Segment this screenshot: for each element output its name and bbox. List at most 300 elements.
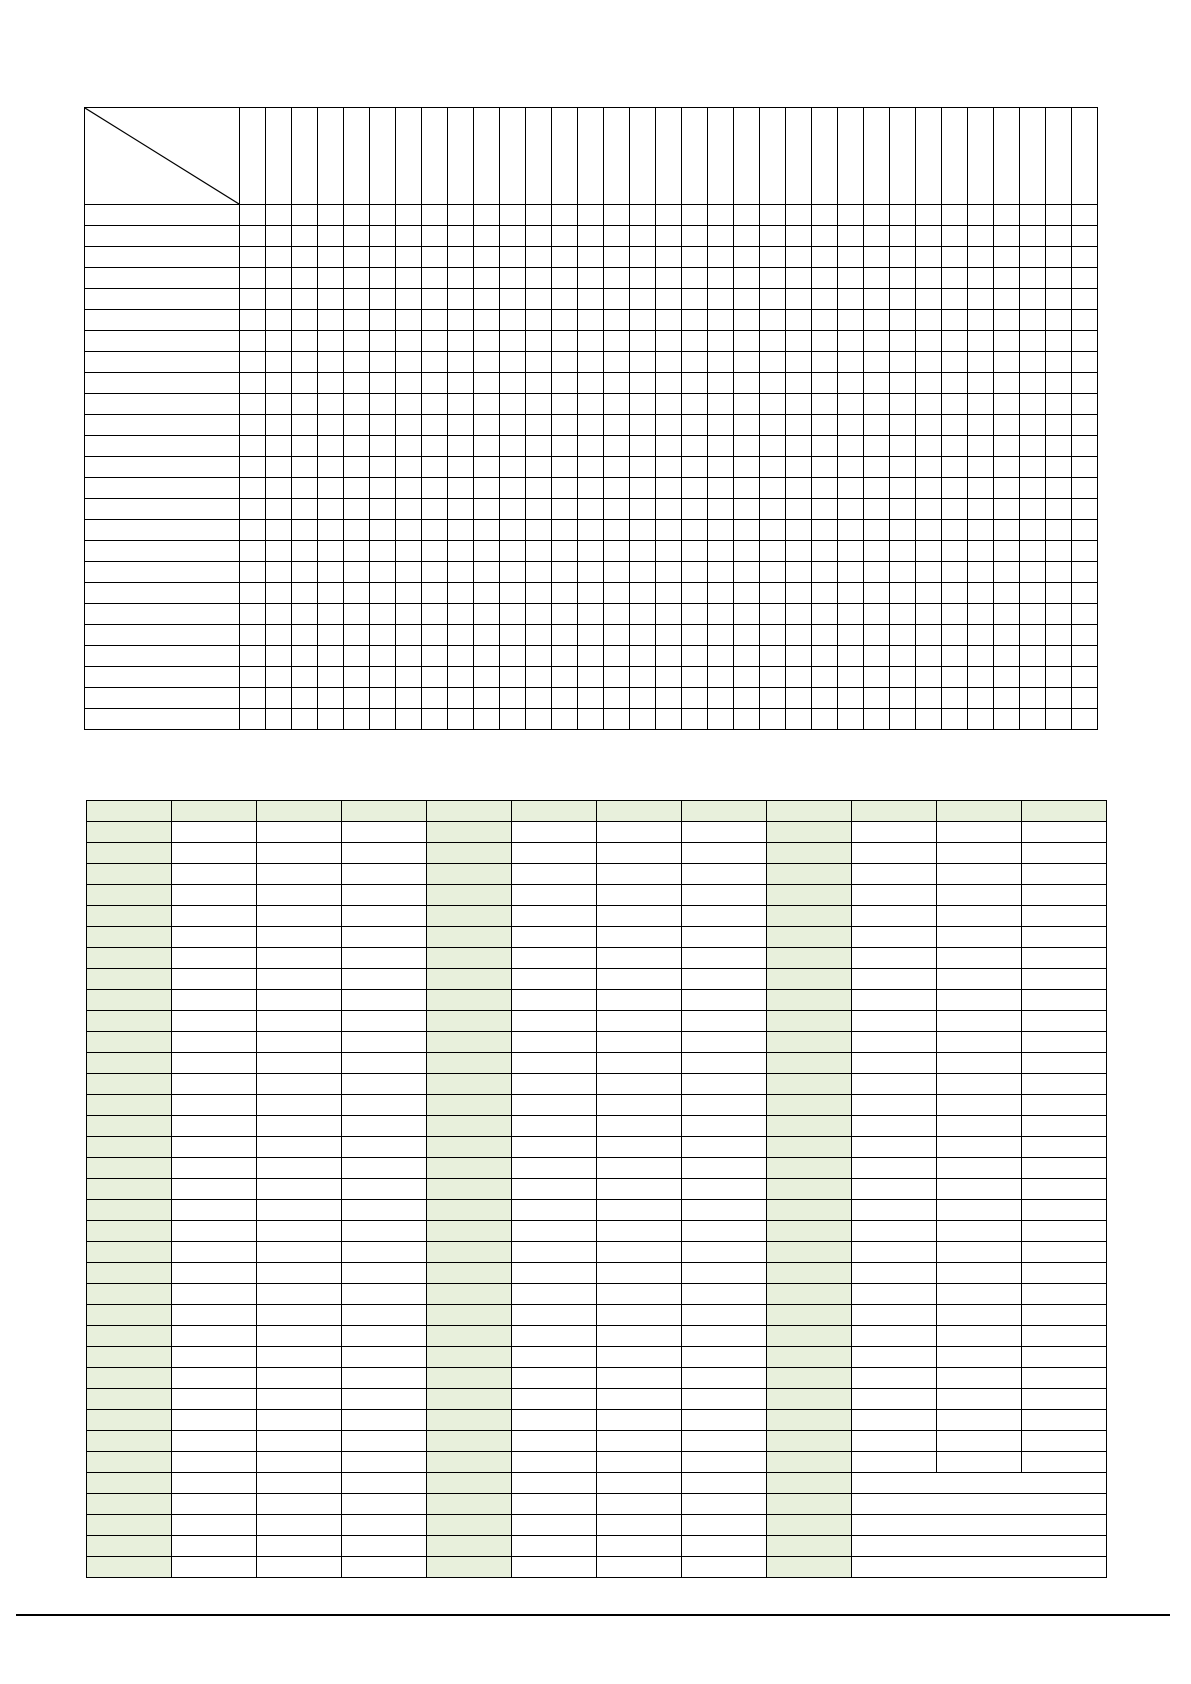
grid-cell (292, 289, 318, 310)
grid-cell (344, 373, 370, 394)
grid-cell (578, 625, 604, 646)
grid-cell (500, 436, 526, 457)
record-cell (1022, 1305, 1107, 1326)
grid-cell (552, 625, 578, 646)
grid-cell (396, 667, 422, 688)
grid-cell (292, 436, 318, 457)
grid-cell (630, 352, 656, 373)
grid-cell (812, 247, 838, 268)
grid-cell (552, 457, 578, 478)
grid-row (85, 562, 1098, 583)
grid-cell (968, 478, 994, 499)
record-cell (937, 1347, 1022, 1368)
record-cell (172, 1284, 257, 1305)
shaded-cell (767, 1368, 852, 1389)
grid-cell (552, 394, 578, 415)
grid-cell (396, 520, 422, 541)
grid-cell (318, 373, 344, 394)
grid-cell (838, 709, 864, 730)
grid-cell (1072, 520, 1098, 541)
grid-cell (708, 436, 734, 457)
grid-cell (1072, 226, 1098, 247)
record-cell (852, 1011, 937, 1032)
grid-cell (942, 394, 968, 415)
record-row (87, 1431, 1107, 1452)
record-row (87, 990, 1107, 1011)
record-cell (172, 1242, 257, 1263)
grid-cell (682, 205, 708, 226)
grid-cell (396, 436, 422, 457)
grid-cell (994, 415, 1020, 436)
grid-cell (344, 541, 370, 562)
grid-cell (500, 646, 526, 667)
grid-cell (786, 331, 812, 352)
grid-cell (422, 394, 448, 415)
grid-cell (890, 289, 916, 310)
record-cell (342, 1389, 427, 1410)
grid-cell (396, 268, 422, 289)
grid-cell (526, 499, 552, 520)
grid-cell (396, 583, 422, 604)
grid-cell (890, 520, 916, 541)
grid-cell (240, 541, 266, 562)
record-cell (597, 1536, 682, 1557)
grid-cell (422, 352, 448, 373)
grid-cell (890, 583, 916, 604)
grid-cell (656, 331, 682, 352)
grid-cell (838, 541, 864, 562)
record-row (87, 1494, 1107, 1515)
grid-cell (266, 415, 292, 436)
grid-cell (786, 478, 812, 499)
record-cell (682, 1494, 767, 1515)
grid-cell (370, 247, 396, 268)
grid-cell (812, 667, 838, 688)
grid-cell (734, 562, 760, 583)
grid-cell (422, 583, 448, 604)
grid-cell (318, 457, 344, 478)
grid-cell (396, 394, 422, 415)
grid-cell (240, 604, 266, 625)
record-cell (852, 948, 937, 969)
grid-cell (318, 310, 344, 331)
grid-cell (890, 688, 916, 709)
grid-cell (526, 226, 552, 247)
shaded-cell (87, 1179, 172, 1200)
record-cell (257, 1473, 342, 1494)
grid-cell (370, 289, 396, 310)
shaded-cell (767, 864, 852, 885)
grid-cell (838, 331, 864, 352)
grid-cell (448, 226, 474, 247)
grid-cell (760, 646, 786, 667)
record-cell (172, 1536, 257, 1557)
grid-cell (630, 625, 656, 646)
grid-cell (786, 688, 812, 709)
record-cell (852, 1200, 937, 1221)
record-row (87, 1221, 1107, 1242)
record-cell (172, 1053, 257, 1074)
grid-cell (734, 478, 760, 499)
grid-cell (240, 478, 266, 499)
grid-cell (604, 289, 630, 310)
grid-cell (734, 604, 760, 625)
grid-cell (630, 499, 656, 520)
grid-cell (266, 268, 292, 289)
grid-cell (344, 436, 370, 457)
record-cell (1022, 843, 1107, 864)
record-cell (682, 1263, 767, 1284)
grid-cell (266, 646, 292, 667)
grid-cell (474, 583, 500, 604)
grid-cell (786, 520, 812, 541)
record-cell (852, 1389, 937, 1410)
row-label-cell (85, 394, 240, 415)
grid-cell (604, 478, 630, 499)
grid-cell (864, 709, 890, 730)
grid-cell (422, 108, 448, 205)
grid-cell (1020, 415, 1046, 436)
record-cell (1022, 927, 1107, 948)
grid-cell (422, 268, 448, 289)
shaded-cell (767, 906, 852, 927)
grid-cell (864, 646, 890, 667)
grid-cell (864, 289, 890, 310)
record-cell (172, 1347, 257, 1368)
grid-cell (552, 247, 578, 268)
grid-cell (838, 247, 864, 268)
grid-cell (604, 373, 630, 394)
grid-cell (578, 394, 604, 415)
grid-cell (552, 499, 578, 520)
grid-cell (292, 625, 318, 646)
grid-cell (916, 394, 942, 415)
shaded-cell (427, 1326, 512, 1347)
grid-cell (500, 310, 526, 331)
grid-cell (1072, 289, 1098, 310)
grid-cell (682, 499, 708, 520)
grid-cell (968, 562, 994, 583)
record-cell (852, 1158, 937, 1179)
grid-cell (526, 394, 552, 415)
grid-cell (838, 373, 864, 394)
grid-cell (240, 436, 266, 457)
grid-cell (682, 709, 708, 730)
record-cell (172, 969, 257, 990)
record-cell (342, 1557, 427, 1578)
grid-cell (474, 226, 500, 247)
grid-cell (1046, 604, 1072, 625)
row-label-cell (85, 247, 240, 268)
record-cell (512, 990, 597, 1011)
grid-cell (760, 604, 786, 625)
record-cell (937, 801, 1022, 822)
record-cell (937, 1179, 1022, 1200)
grid-cell (448, 436, 474, 457)
grid-cell (344, 646, 370, 667)
shaded-cell (87, 1032, 172, 1053)
grid-cell (422, 478, 448, 499)
shaded-cell (767, 1473, 852, 1494)
grid-row (85, 625, 1098, 646)
grid-cell (786, 268, 812, 289)
record-cell (342, 906, 427, 927)
grid-cell (994, 226, 1020, 247)
grid-cell (500, 247, 526, 268)
record-cell (257, 801, 342, 822)
grid-cell (370, 205, 396, 226)
grid-cell (240, 457, 266, 478)
grid-cell (682, 373, 708, 394)
grid-cell (318, 478, 344, 499)
grid-cell (708, 268, 734, 289)
grid-cell (552, 373, 578, 394)
record-cell (512, 1137, 597, 1158)
grid-cell (656, 667, 682, 688)
record-cell (1022, 885, 1107, 906)
shaded-cell (87, 1158, 172, 1179)
row-label-cell (85, 646, 240, 667)
row-label-cell (85, 205, 240, 226)
grid-cell (708, 247, 734, 268)
grid-cell (396, 604, 422, 625)
grid-cell (708, 457, 734, 478)
grid-cell (266, 562, 292, 583)
record-cell (172, 1074, 257, 1095)
grid-cell (1020, 709, 1046, 730)
grid-cell (318, 331, 344, 352)
record-cell (172, 843, 257, 864)
grid-cell (578, 562, 604, 583)
grid-cell (448, 457, 474, 478)
row-label-cell (85, 352, 240, 373)
grid-cell (682, 226, 708, 247)
grid-cell (708, 604, 734, 625)
record-cell (597, 969, 682, 990)
record-cell (172, 1368, 257, 1389)
record-cell (257, 1284, 342, 1305)
shaded-cell (427, 1473, 512, 1494)
record-cell (512, 969, 597, 990)
grid-cell (708, 331, 734, 352)
grid-cell (838, 352, 864, 373)
grid-cell (890, 415, 916, 436)
grid-cell (864, 436, 890, 457)
grid-cell (370, 709, 396, 730)
shaded-cell (427, 1389, 512, 1410)
grid-cell (968, 108, 994, 205)
grid-cell (864, 541, 890, 562)
grid-cell (422, 226, 448, 247)
grid-cell (708, 583, 734, 604)
grid-cell (942, 331, 968, 352)
grid-cell (422, 562, 448, 583)
grid-cell (1072, 667, 1098, 688)
shaded-cell (427, 1452, 512, 1473)
grid-cell (552, 415, 578, 436)
grid-cell (864, 226, 890, 247)
grid-cell (1046, 667, 1072, 688)
record-cell (597, 1284, 682, 1305)
grid-cell (942, 226, 968, 247)
grid-cell (526, 604, 552, 625)
grid-cell (942, 709, 968, 730)
shaded-cell (767, 1431, 852, 1452)
grid-cell (864, 625, 890, 646)
shaded-cell (767, 1389, 852, 1410)
shaded-cell (427, 1431, 512, 1452)
grid-cell (604, 108, 630, 205)
record-cell (1022, 1389, 1107, 1410)
grid-cell (578, 499, 604, 520)
shaded-cell (767, 1095, 852, 1116)
grid-cell (526, 247, 552, 268)
grid-cell (578, 478, 604, 499)
record-cell (937, 1011, 1022, 1032)
grid-cell (760, 688, 786, 709)
shaded-cell (427, 1242, 512, 1263)
record-cell (682, 1284, 767, 1305)
shaded-cell (87, 1305, 172, 1326)
grid-cell (1072, 457, 1098, 478)
record-cell (852, 1326, 937, 1347)
grid-cell (760, 436, 786, 457)
grid-cell (370, 373, 396, 394)
grid-row (85, 541, 1098, 562)
grid-cell (708, 352, 734, 373)
grid-cell (708, 709, 734, 730)
grid-cell (448, 394, 474, 415)
grid-cell (578, 667, 604, 688)
grid-cell (942, 625, 968, 646)
grid-cell (292, 499, 318, 520)
grid-cell (760, 709, 786, 730)
grid-cell (318, 394, 344, 415)
grid-cell (474, 562, 500, 583)
record-cell (937, 1074, 1022, 1095)
grid-cell (344, 268, 370, 289)
grid-cell (292, 457, 318, 478)
grid-cell (266, 709, 292, 730)
grid-cell (552, 520, 578, 541)
grid-cell (968, 625, 994, 646)
grid-cell (500, 499, 526, 520)
record-cell (852, 1137, 937, 1158)
grid-cell (864, 688, 890, 709)
grid-cell (942, 646, 968, 667)
record-cell (257, 1053, 342, 1074)
grid-cell (474, 289, 500, 310)
record-cell (682, 1242, 767, 1263)
grid-cell (708, 625, 734, 646)
grid-cell (292, 478, 318, 499)
grid-cell (864, 457, 890, 478)
record-cell (682, 1305, 767, 1326)
record-cell (937, 948, 1022, 969)
shaded-cell (427, 801, 512, 822)
grid-cell (344, 226, 370, 247)
grid-cell (266, 688, 292, 709)
grid-cell (682, 667, 708, 688)
record-cell (342, 1095, 427, 1116)
record-cell (1022, 1326, 1107, 1347)
shaded-cell (87, 1389, 172, 1410)
grid-cell (760, 667, 786, 688)
shaded-cell (87, 1368, 172, 1389)
grid-cell (370, 667, 396, 688)
record-cell (512, 1221, 597, 1242)
grid-cell (838, 415, 864, 436)
grid-cell (708, 289, 734, 310)
shaded-cell (427, 1011, 512, 1032)
record-row (87, 1368, 1107, 1389)
grid-cell (786, 667, 812, 688)
record-row (87, 1032, 1107, 1053)
grid-cell (942, 688, 968, 709)
record-cell (342, 1515, 427, 1536)
footer-rule (16, 1614, 1170, 1616)
grid-cell (942, 520, 968, 541)
grid-cell (396, 331, 422, 352)
grid-cell (422, 688, 448, 709)
grid-cell (318, 562, 344, 583)
grid-cell (864, 604, 890, 625)
grid-cell (1046, 625, 1072, 646)
grid-cell (864, 394, 890, 415)
shaded-cell (767, 801, 852, 822)
grid-cell (812, 604, 838, 625)
grid-cell (292, 604, 318, 625)
grid-cell (916, 562, 942, 583)
grid-cell (786, 373, 812, 394)
record-cell (597, 1347, 682, 1368)
grid-cell (890, 562, 916, 583)
grid-cell (526, 583, 552, 604)
grid-cell (1072, 583, 1098, 604)
grid-cell (630, 415, 656, 436)
grid-cell (526, 352, 552, 373)
grid-cell (708, 373, 734, 394)
grid-cell (630, 541, 656, 562)
grid-cell (292, 331, 318, 352)
grid-cell (266, 541, 292, 562)
grid-cell (682, 247, 708, 268)
record-cell (342, 1473, 427, 1494)
grid-cell (656, 541, 682, 562)
grid-cell (760, 520, 786, 541)
grid-cell (240, 709, 266, 730)
record-header-row (87, 801, 1107, 822)
record-row (87, 1326, 1107, 1347)
record-cell (682, 990, 767, 1011)
grid-cell (500, 709, 526, 730)
grid-cell (474, 646, 500, 667)
grid-cell (682, 310, 708, 331)
shaded-cell (87, 1452, 172, 1473)
grid-cell (318, 499, 344, 520)
record-cell (852, 1053, 937, 1074)
grid-cell (552, 436, 578, 457)
grid-cell (968, 268, 994, 289)
grid-cell (708, 108, 734, 205)
record-cell (172, 1158, 257, 1179)
grid-cell (890, 436, 916, 457)
grid-cell (708, 310, 734, 331)
record-row (87, 927, 1107, 948)
grid-cell (942, 373, 968, 394)
grid-cell (968, 289, 994, 310)
grid-cell (370, 604, 396, 625)
